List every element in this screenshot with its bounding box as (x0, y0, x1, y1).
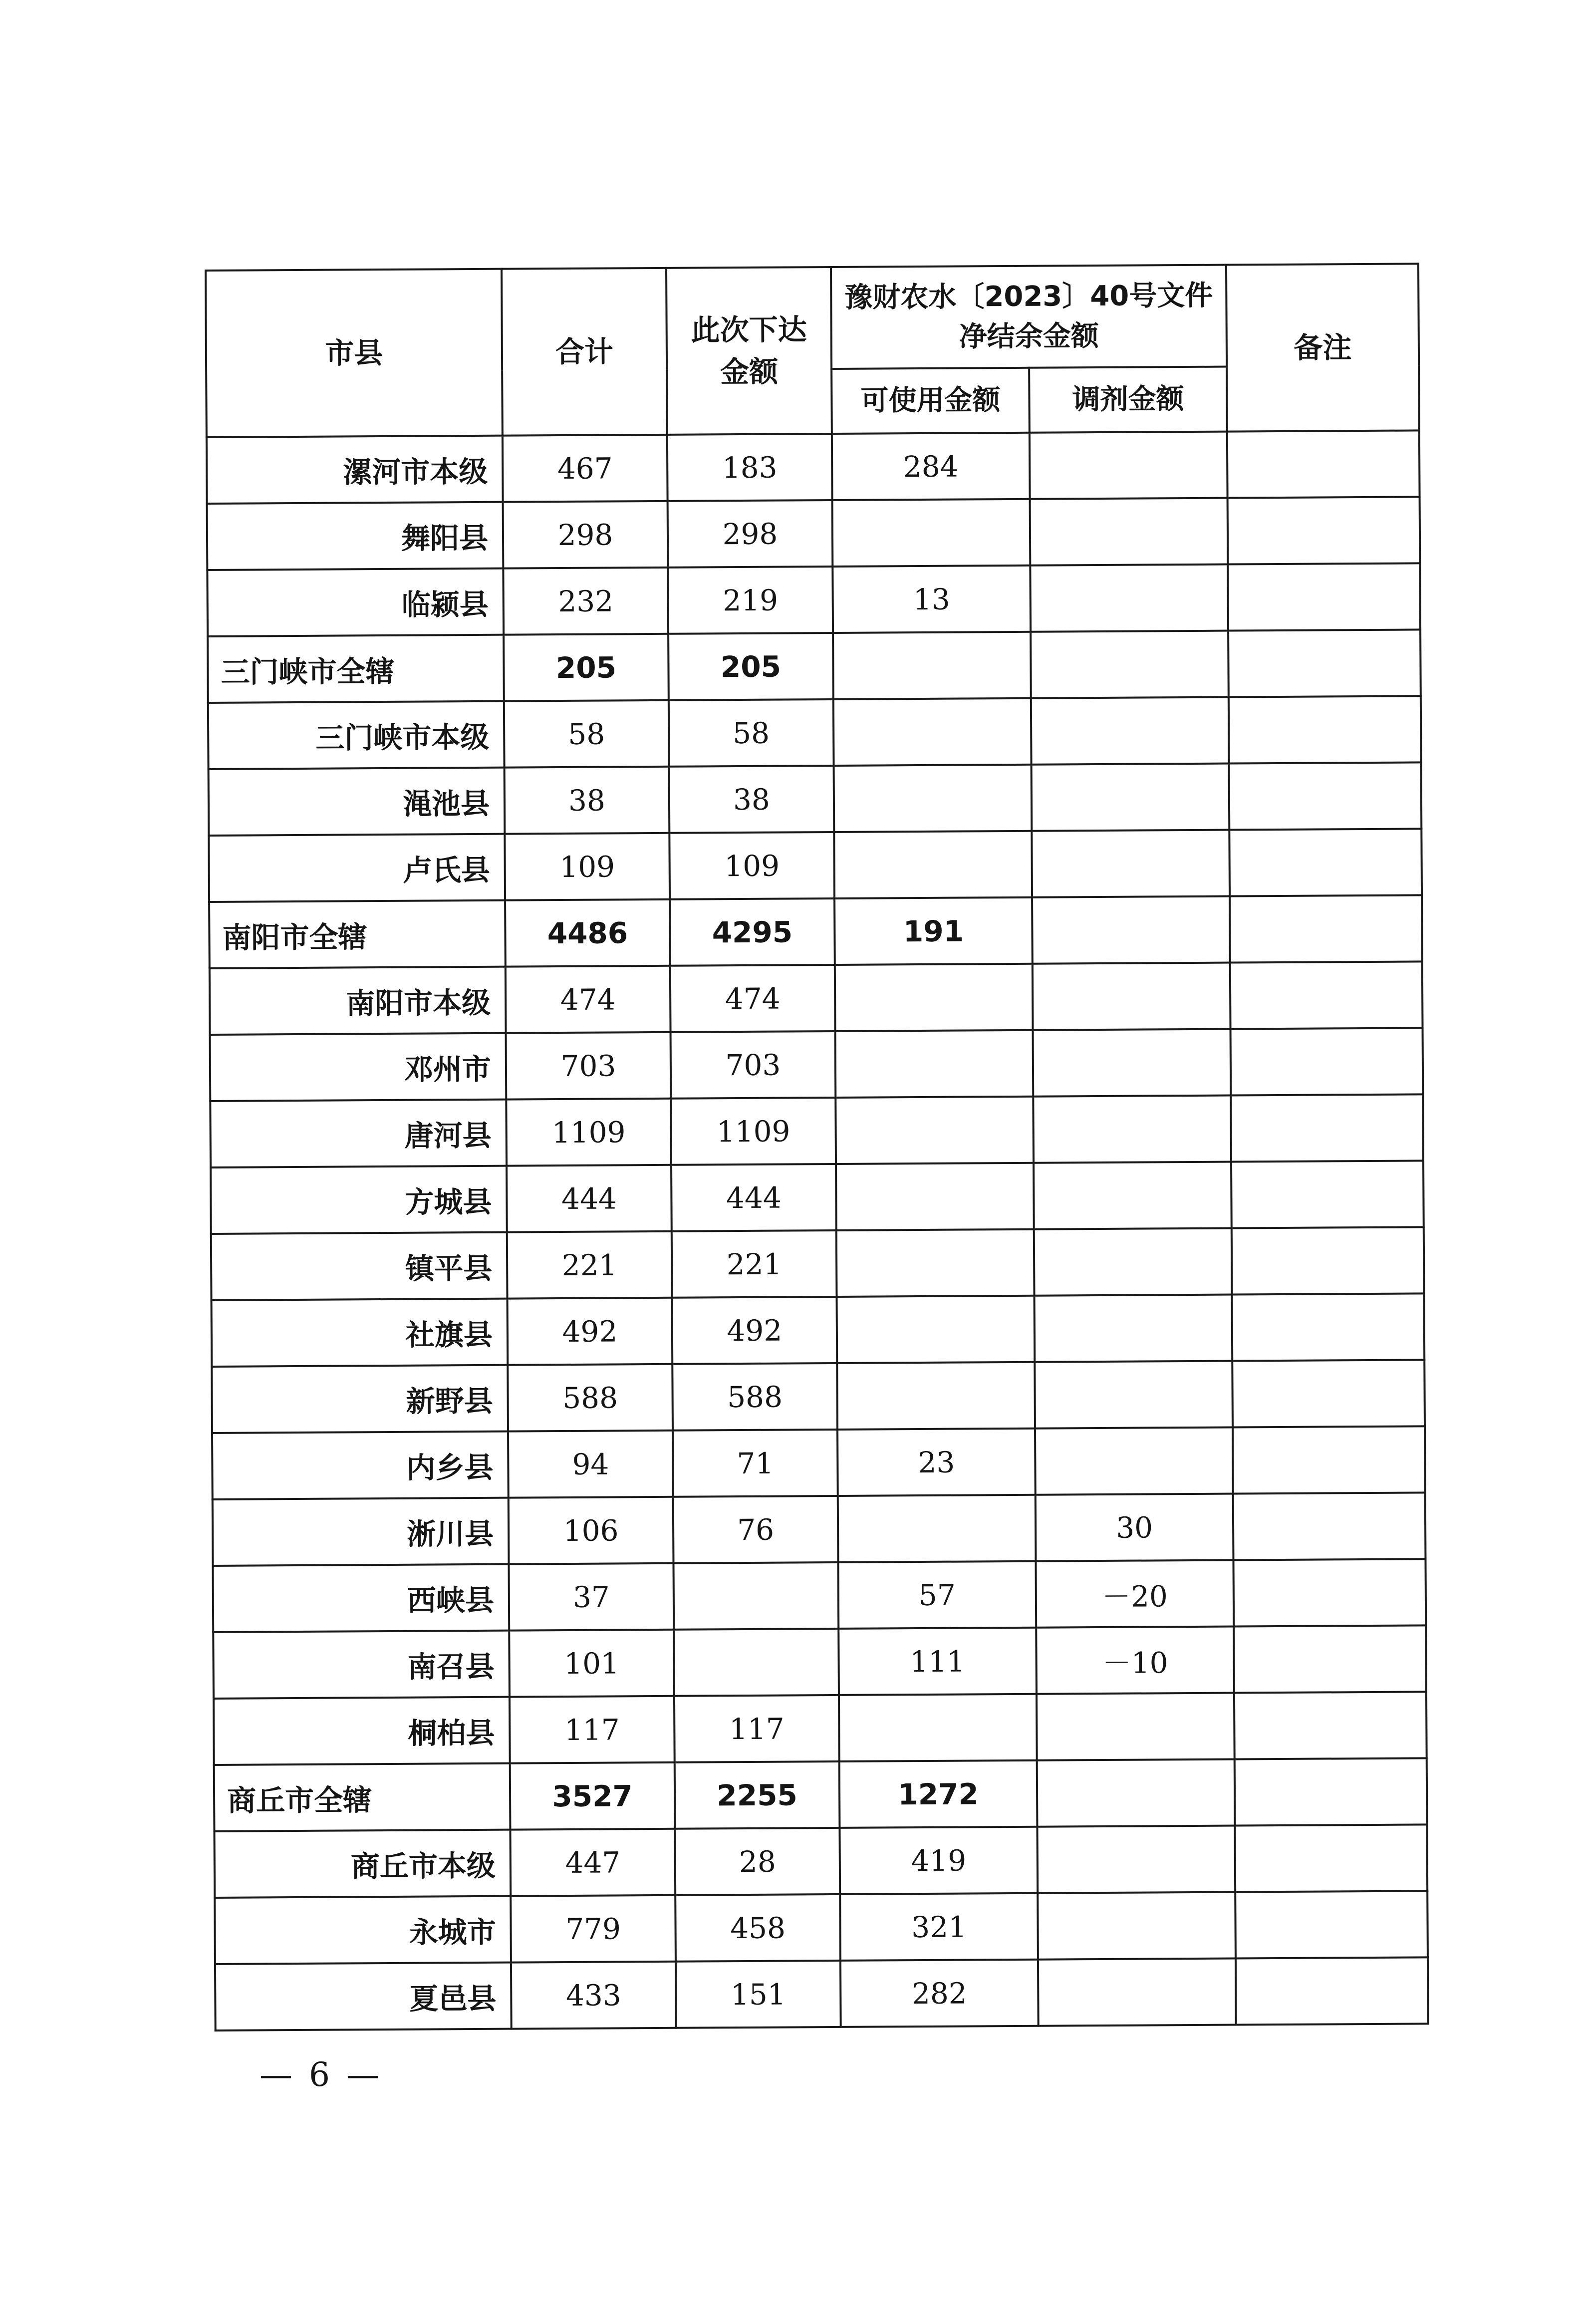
cell-county: 渑池县 (209, 768, 505, 836)
cell-county: 临颍县 (207, 569, 504, 636)
cell-county: 西峡县 (213, 1564, 510, 1632)
cell-issued: 588 (672, 1363, 837, 1431)
table-row (212, 1426, 1425, 1499)
cell-usable (836, 1163, 1034, 1230)
cell-usable: 111 (838, 1628, 1037, 1695)
cell-issued: 76 (673, 1496, 838, 1563)
cell-total: 106 (509, 1497, 674, 1564)
cell-adjust (1031, 697, 1229, 765)
cell-total: 101 (509, 1630, 674, 1697)
cell-usable: 282 (840, 1960, 1039, 2027)
cell-county: 三门峡市全辖 (208, 635, 504, 703)
cell-remark (1233, 1426, 1425, 1493)
cell-usable (835, 1097, 1034, 1164)
cell-adjust (1030, 432, 1228, 499)
cell-total: 467 (503, 435, 668, 502)
cell-adjust (1033, 1029, 1231, 1097)
cell-total: 1109 (506, 1099, 671, 1166)
cell-county: 邓州市 (210, 1033, 507, 1101)
cell-county: 舞阳县 (207, 502, 504, 570)
cell-usable (835, 1030, 1034, 1098)
cell-adjust (1035, 1428, 1233, 1495)
cell-remark (1231, 1028, 1423, 1095)
table-row (210, 1094, 1423, 1167)
table-row (207, 563, 1420, 636)
cell-remark (1236, 1957, 1428, 2025)
cell-remark (1235, 1824, 1427, 1892)
cell-county: 夏邑县 (215, 1963, 512, 2031)
page-number: — 6 — (260, 2055, 382, 2094)
table-row (210, 1028, 1423, 1101)
cell-remark (1232, 1293, 1425, 1361)
cell-remark (1230, 895, 1422, 962)
cell-total: 232 (503, 568, 668, 635)
header-issued (666, 267, 832, 435)
cell-remark (1227, 430, 1420, 498)
cell-county: 镇平县 (211, 1232, 508, 1300)
cell-usable: 1272 (839, 1760, 1038, 1828)
table-row (207, 430, 1420, 504)
table-row (209, 829, 1422, 902)
cell-county: 南阳市全辖 (209, 900, 506, 968)
cell-usable: 57 (838, 1561, 1036, 1629)
table-row (214, 1824, 1427, 1898)
cell-total: 94 (508, 1431, 673, 1498)
cell-adjust (1034, 1162, 1232, 1229)
cell-issued: 109 (669, 832, 834, 899)
cell-issued: 183 (667, 434, 832, 501)
header-file-group (831, 265, 1227, 369)
header-remarks: 备注 (1226, 264, 1419, 431)
cell-usable (837, 1362, 1035, 1430)
cell-adjust (1038, 1959, 1236, 2026)
cell-adjust: 30 (1036, 1494, 1234, 1561)
cell-issued: 4295 (670, 898, 835, 966)
cell-remark (1233, 1492, 1426, 1560)
cell-remark (1231, 1094, 1423, 1162)
cell-total: 474 (506, 966, 671, 1033)
table-row (215, 1957, 1428, 2031)
table-row (211, 1227, 1424, 1300)
cell-usable (833, 632, 1031, 699)
cell-remark (1235, 1891, 1428, 1958)
cell-remark (1229, 762, 1422, 830)
table-subtotal-row (214, 1758, 1427, 1831)
cell-issued: 458 (675, 1894, 840, 1962)
cell-county: 商丘市全辖 (214, 1763, 511, 1831)
table-row (213, 1492, 1426, 1566)
cell-remark (1232, 1227, 1424, 1294)
cell-issued: 703 (671, 1031, 836, 1099)
cell-adjust (1032, 764, 1230, 831)
cell-remark (1234, 1625, 1426, 1693)
cell-usable: 321 (840, 1893, 1038, 1961)
cell-county: 方城县 (211, 1166, 507, 1234)
cell-adjust (1037, 1759, 1235, 1827)
table-header (206, 264, 1419, 437)
cell-adjust (1037, 1826, 1235, 1893)
cell-issued: 1109 (671, 1098, 836, 1165)
cell-adjust (1033, 963, 1231, 1030)
table-row (211, 1161, 1424, 1234)
cell-usable (839, 1694, 1037, 1761)
cell-adjust (1038, 1892, 1236, 1960)
cell-total: 3527 (510, 1762, 675, 1830)
header-total: 合计 (502, 268, 667, 436)
cell-adjust (1030, 498, 1228, 566)
cell-usable (835, 964, 1033, 1031)
cell-issued: 2255 (675, 1761, 840, 1829)
cell-usable (832, 499, 1031, 567)
cell-usable (836, 1229, 1035, 1297)
cell-county: 南阳市本级 (210, 967, 506, 1035)
cell-issued: 38 (669, 766, 834, 833)
cell-issued: 58 (669, 699, 834, 767)
cell-adjust: －20 (1036, 1560, 1234, 1628)
cell-total: 492 (508, 1298, 673, 1365)
header-file-group-line2: 净结余金额 (959, 319, 1099, 353)
cell-total: 4486 (505, 899, 670, 967)
header-issued-line2: 金额 (720, 354, 779, 389)
table-row (209, 762, 1422, 836)
cell-remark (1228, 629, 1421, 697)
cell-usable (837, 1296, 1035, 1363)
cell-total: 588 (508, 1364, 673, 1432)
table-row (215, 1891, 1428, 1964)
cell-usable (834, 765, 1032, 832)
cell-adjust (1033, 1096, 1231, 1163)
cell-adjust (1035, 1295, 1233, 1362)
cell-usable: 13 (832, 566, 1031, 633)
cell-total: 205 (504, 634, 669, 701)
cell-county: 新野县 (212, 1365, 508, 1433)
cell-remark (1235, 1758, 1427, 1825)
cell-county: 商丘市本级 (214, 1830, 511, 1898)
cell-remark (1233, 1559, 1426, 1626)
cell-issued: 71 (673, 1430, 838, 1497)
cell-remark (1228, 497, 1420, 564)
cell-remark (1228, 563, 1420, 630)
table-row (212, 1360, 1425, 1433)
cell-total: 58 (504, 700, 669, 768)
cell-issued (673, 1562, 838, 1630)
cell-adjust (1037, 1693, 1235, 1760)
cell-issued: 492 (672, 1297, 837, 1364)
cell-total: 703 (506, 1032, 671, 1100)
cell-total: 37 (509, 1563, 674, 1631)
allocation-table (205, 263, 1429, 2032)
header-adjust: 调剂金额 (1029, 367, 1227, 433)
cell-total: 221 (507, 1231, 672, 1299)
cell-usable (838, 1495, 1036, 1562)
header-county: 市县 (206, 269, 503, 437)
cell-total: 779 (511, 1895, 676, 1963)
cell-issued: 298 (668, 500, 833, 568)
cell-total: 447 (510, 1829, 675, 1896)
cell-total: 444 (507, 1165, 672, 1232)
table-row (207, 497, 1420, 570)
cell-adjust (1032, 896, 1230, 964)
table-row (214, 1692, 1427, 1765)
header-issued-line1: 此次下达 (691, 312, 807, 347)
cell-issued (674, 1629, 839, 1696)
table-row (208, 696, 1421, 769)
header-file-group-line1: 豫财农水〔2023〕40号文件 (844, 279, 1213, 314)
cell-issued: 444 (671, 1164, 836, 1231)
cell-county: 漯河市本级 (207, 436, 503, 504)
cell-total: 298 (503, 501, 668, 569)
cell-issued: 221 (672, 1230, 837, 1298)
table-body (207, 430, 1428, 2031)
cell-adjust (1032, 830, 1230, 897)
cell-usable (834, 831, 1032, 898)
cell-issued: 219 (668, 567, 833, 634)
cell-county: 内乡县 (212, 1432, 509, 1499)
cell-issued: 151 (676, 1961, 841, 2028)
cell-usable: 284 (832, 433, 1030, 500)
cell-remark (1232, 1360, 1425, 1427)
cell-total: 109 (505, 833, 670, 900)
cell-issued: 205 (668, 633, 833, 700)
table-row (213, 1625, 1426, 1699)
cell-remark (1230, 961, 1423, 1029)
table-row (212, 1293, 1425, 1367)
cell-remark (1229, 829, 1422, 896)
cell-usable: 419 (839, 1827, 1038, 1894)
cell-county: 三门峡市本级 (208, 701, 505, 769)
cell-total: 38 (505, 767, 670, 834)
cell-adjust (1034, 1228, 1232, 1296)
cell-usable: 23 (837, 1429, 1036, 1496)
table-subtotal-row (209, 895, 1422, 968)
cell-county: 永城市 (215, 1896, 511, 1964)
cell-issued: 474 (670, 965, 835, 1032)
cell-county: 淅川县 (213, 1498, 509, 1566)
cell-issued: 117 (674, 1695, 839, 1762)
table-subtotal-row (208, 629, 1421, 703)
cell-adjust (1030, 565, 1228, 632)
cell-adjust: －10 (1036, 1627, 1234, 1694)
cell-remark (1229, 696, 1421, 763)
cell-county: 桐柏县 (214, 1697, 510, 1765)
cell-county: 卢氏县 (209, 834, 505, 902)
cell-total: 117 (510, 1696, 675, 1763)
cell-adjust (1035, 1361, 1233, 1429)
table-row (210, 961, 1423, 1035)
cell-usable (833, 698, 1032, 766)
table-row (213, 1559, 1426, 1632)
cell-issued: 28 (675, 1828, 840, 1895)
header-usable: 可使用金额 (831, 368, 1030, 434)
cell-adjust (1031, 631, 1229, 698)
cell-county: 唐河县 (210, 1100, 507, 1167)
cell-usable: 191 (834, 897, 1033, 965)
cell-remark (1231, 1161, 1424, 1228)
cell-total: 433 (511, 1962, 676, 2029)
cell-county: 南召县 (213, 1631, 510, 1699)
cell-county: 社旗县 (212, 1299, 508, 1367)
cell-remark (1234, 1692, 1427, 1759)
